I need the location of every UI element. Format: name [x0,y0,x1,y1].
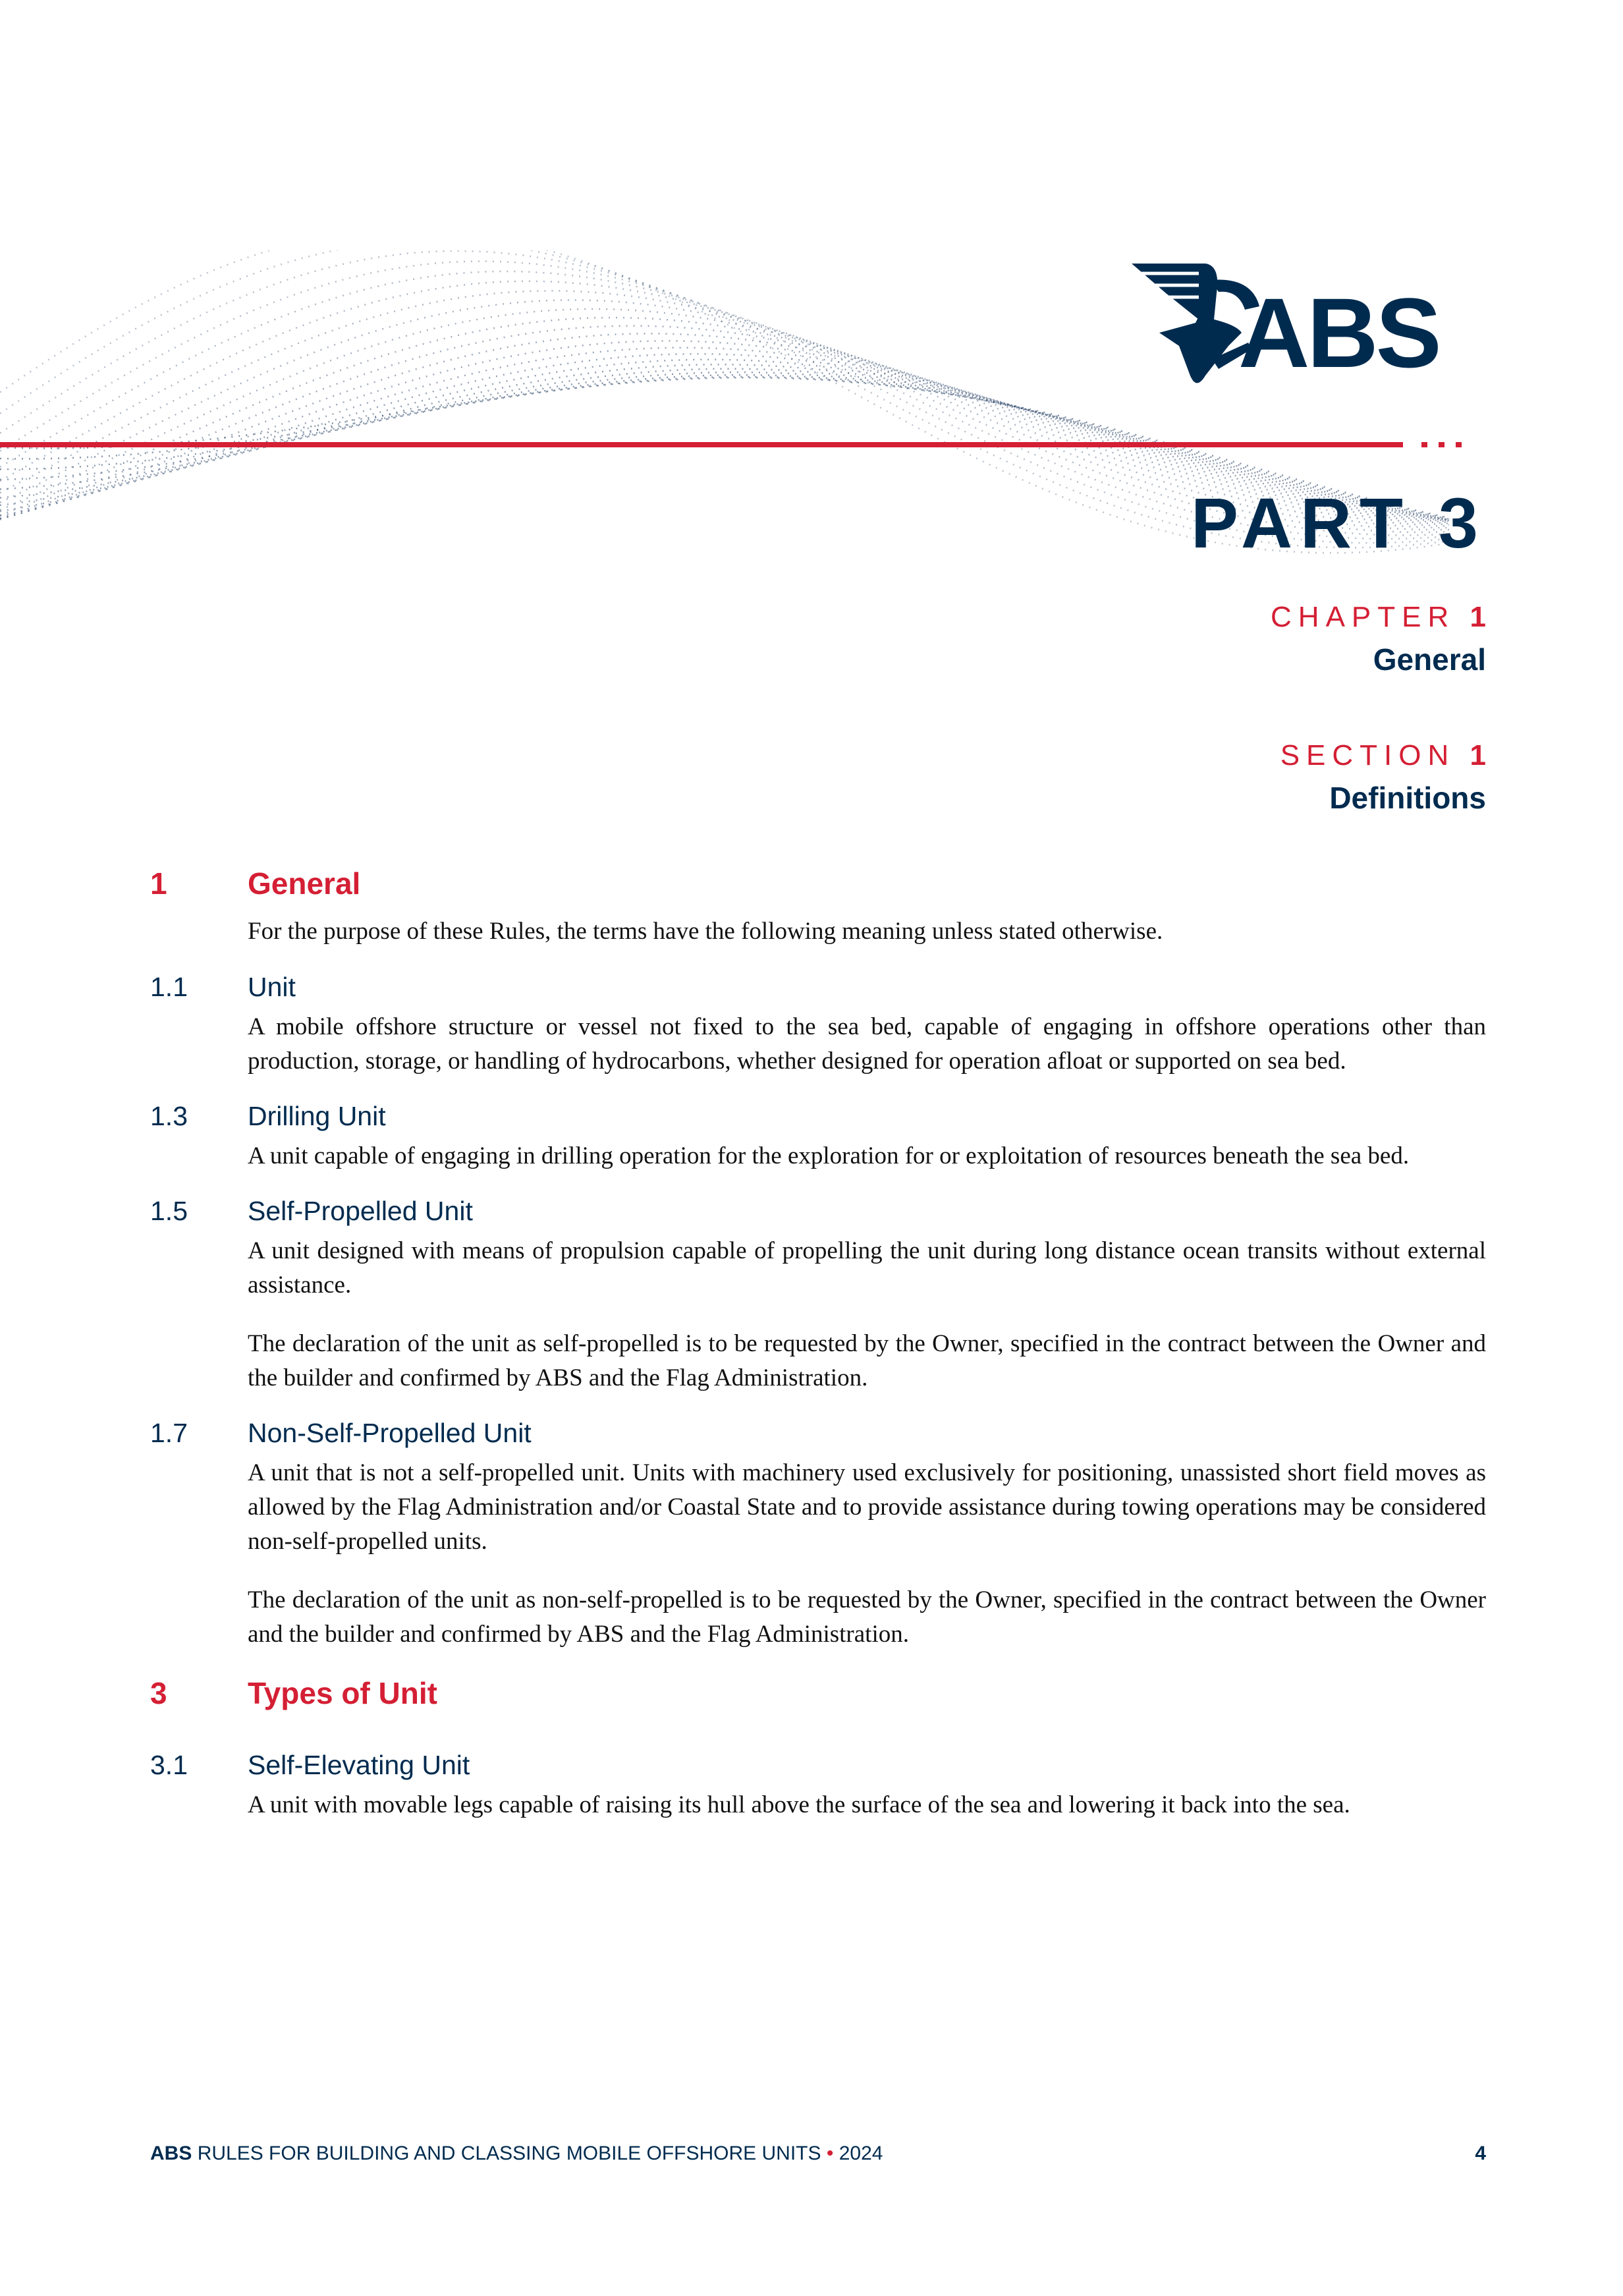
paragraph: A unit that is not a self-propelled unit. Units with machinery used exclusively for positioning, unassisted short field moves as allowed by the Flag Administration and/or Coastal State and to provide assistance during towing operations may be considered non-self-propelled units. [248,1459,1486,1555]
chapter-label-text: CHAPTER [1271,601,1456,633]
section-number: 1 [1470,739,1486,771]
subsection-number: 1.3 [150,1101,188,1131]
subsection-title: Unit [248,972,296,1002]
chapter-title: General [1373,642,1486,677]
subsection-number: 1.1 [150,972,188,1002]
paragraph: The declaration of the unit as self-propelled is to be requested by the Owner, specified in the contract between the Owner and the builder and confirmed by ABS and the Flag Administration. [248,1330,1486,1391]
footer-year: 2024 [839,2142,883,2164]
section-heading-title: Types of Unit [248,1676,437,1710]
paragraph: A unit with movable legs capable of raising its hull above the surface of the sea and lowering it back into the sea. [248,1791,1350,1818]
section-number: 1 [150,866,167,901]
paragraph: The declaration of the unit as non-self-propelled is to be requested by the Owner, specified in the contract between the Owner and the builder and confirmed by ABS and the Flag Administration. [248,1586,1486,1648]
footer-separator: • [826,2142,834,2164]
subsection-heading [150,1103,1486,1130]
page-footer [150,2142,1486,2165]
footer-brand: ABS [150,2142,192,2164]
rule-dot [1421,442,1427,447]
subsection-number: 1.7 [150,1418,188,1448]
header-rule [0,442,1403,447]
section-heading-title: General [248,866,361,901]
subsection-heading [150,1420,1486,1447]
subsection-title: Drilling Unit [248,1101,386,1131]
section-number: 3 [150,1676,167,1710]
section-label-text: SECTION [1280,739,1456,771]
abs-logo-text: ABS [1238,277,1439,388]
document-body [150,868,1486,1847]
part-title: PART 3 [1190,483,1486,563]
rule-dot [1439,442,1444,447]
subsection-number: 1.5 [150,1196,188,1226]
subsection-title: Self-Elevating Unit [248,1750,470,1780]
footer-title [150,2142,883,2165]
footer-doc-title: RULES FOR BUILDING AND CLASSING MOBILE OFFSHORE UNITS [197,2142,821,2164]
paragraph: A mobile offshore structure or vessel not fixed to the sea bed, capable of engaging in offshore operations other than production, storage, or handling of hydrocarbons, whether designed for operation afloat or supported on sea bed. [248,1013,1486,1075]
section-heading [150,868,1486,899]
subsection-number: 3.1 [150,1750,188,1780]
page-number: 4 [1475,2142,1486,2164]
paragraph: A unit designed with means of propulsion capable of propelling the unit during long distance ocean transits without external assistance. [248,1237,1486,1299]
subsection-heading [150,974,1486,1001]
rule-dot [1456,442,1462,447]
paragraph: For the purpose of these Rules, the terms have the following meaning unless stated otherwise. [248,918,1163,945]
subsection-title: Self-Propelled Unit [248,1196,473,1226]
section-title: Definitions [1329,781,1486,815]
section-label [1280,741,1486,770]
subsection-heading [150,1198,1486,1225]
subsection-heading [150,1752,1486,1779]
paragraph: A unit capable of engaging in drilling operation for the exploration for or exploitation of resources beneath the sea bed. [248,1142,1410,1169]
chapter-number: 1 [1470,601,1486,633]
chapter-label [1271,603,1486,632]
section-heading [150,1678,1486,1708]
subsection-title: Non-Self-Propelled Unit [248,1418,532,1448]
